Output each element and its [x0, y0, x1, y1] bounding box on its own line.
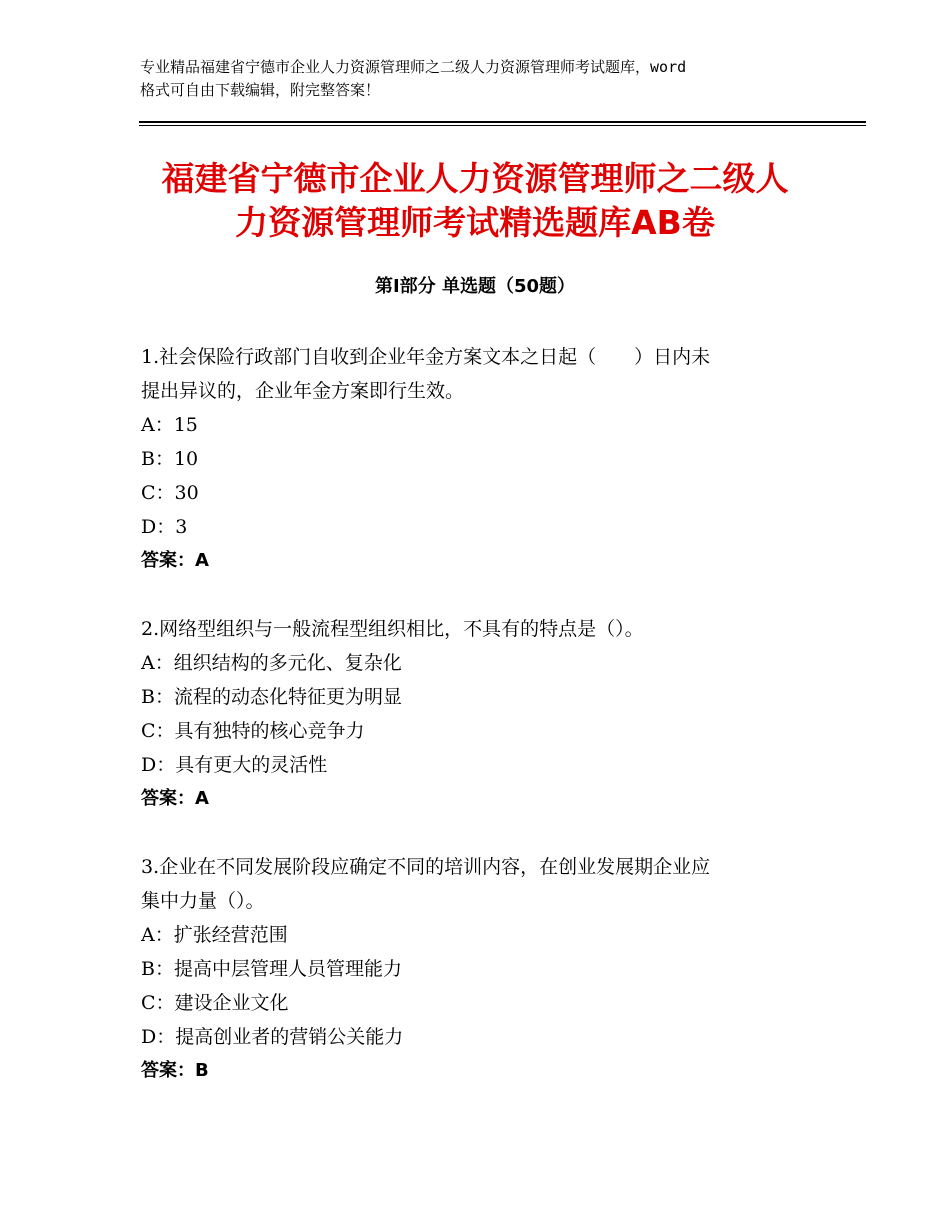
option-d: D：具有更大的灵活性 — [141, 754, 328, 776]
document-title-line-1: 福建省宁德市企业人力资源管理师之二级人 — [161, 159, 789, 198]
question-stem — [141, 340, 821, 408]
question-2 — [141, 612, 821, 816]
header-divider-thin — [139, 125, 866, 126]
header-note-line-2: 格式可自由下载编辑，附完整答案！ — [140, 81, 381, 99]
header-divider-thick — [139, 121, 866, 123]
answer-key: 答案：A — [141, 550, 209, 571]
option-c: C：30 — [141, 482, 199, 504]
question-stem-line: 3.企业在不同发展阶段应确定不同的培训内容，在创业发展期企业应 — [141, 856, 711, 878]
answer-key: 答案：B — [141, 1060, 209, 1081]
option-a: A：扩张经营范围 — [141, 924, 288, 946]
question-list — [141, 340, 821, 1122]
question-stem-line: 2.网络型组织与一般流程型组织相比，不具有的特点是（）。 — [141, 618, 644, 640]
question-3 — [141, 850, 821, 1088]
question-stem-line: 1.社会保险行政部门自收到企业年金方案文本之日起（ ）日内未 — [141, 346, 711, 368]
question-stem-line: 提出异议的，企业年金方案即行生效。 — [141, 380, 465, 402]
header-note — [140, 56, 830, 102]
option-c: C：建设企业文化 — [141, 992, 289, 1014]
question-stem — [141, 850, 821, 918]
header-note-line-1: 专业精品福建省宁德市企业人力资源管理师之二级人力资源管理师考试题库，word — [140, 58, 687, 76]
option-a: A：15 — [141, 414, 198, 436]
option-a: A：组织结构的多元化、复杂化 — [141, 652, 402, 674]
question-stem — [141, 612, 821, 646]
option-b: B：10 — [141, 448, 199, 470]
option-d: D：提高创业者的营销公关能力 — [141, 1026, 404, 1048]
document-title — [100, 157, 850, 245]
option-d: D：3 — [141, 516, 188, 538]
option-c: C：具有独特的核心竞争力 — [141, 720, 365, 742]
option-b: B：流程的动态化特征更为明显 — [141, 686, 402, 708]
question-1 — [141, 340, 821, 578]
option-b: B：提高中层管理人员管理能力 — [141, 958, 402, 980]
document-title-line-2: 力资源管理师考试精选题库AB卷 — [235, 203, 715, 242]
section-heading: 第Ⅰ部分 单选题（50题） — [374, 276, 575, 297]
answer-key: 答案：A — [141, 788, 209, 809]
question-stem-line: 集中力量（）。 — [141, 890, 265, 912]
